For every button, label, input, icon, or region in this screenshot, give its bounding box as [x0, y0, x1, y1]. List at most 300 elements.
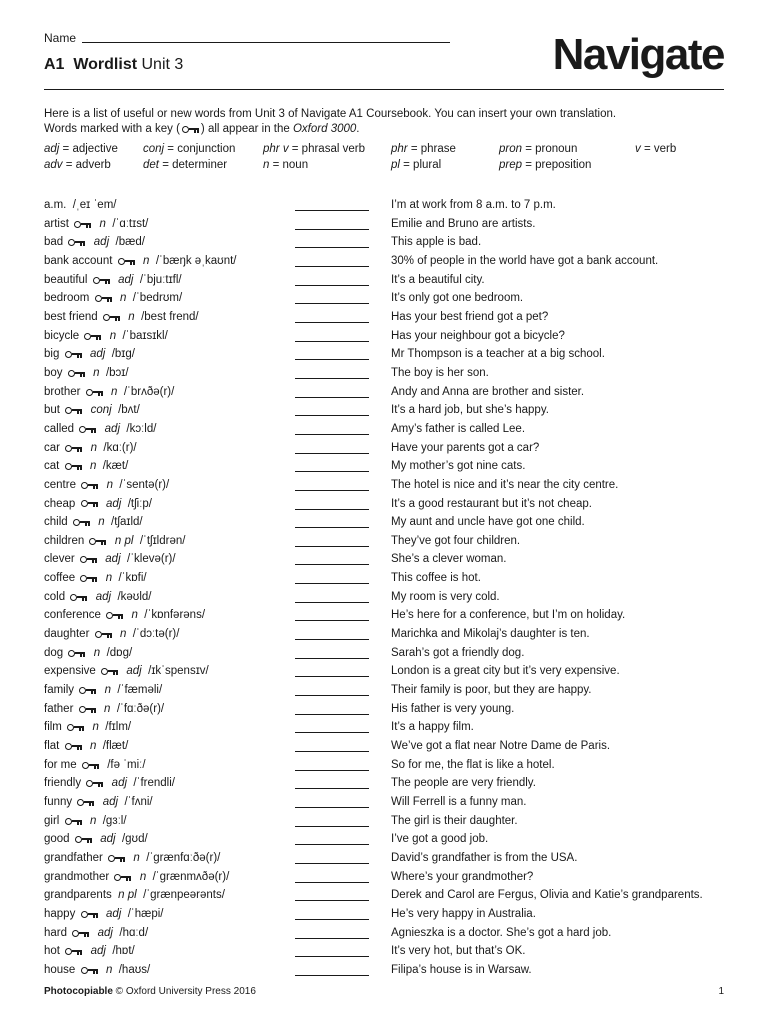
word-pos: n — [109, 329, 117, 342]
word-row — [44, 345, 734, 364]
word-pos: n — [139, 870, 147, 883]
translation-blank[interactable] — [295, 676, 369, 677]
example-sentence: Has your neighbour got a bicycle? — [391, 329, 565, 342]
word-ipa: /ˈfæməli/ — [117, 684, 163, 697]
word-term: grandmother — [44, 870, 110, 883]
word-pos: adj — [102, 796, 119, 808]
word-term: boy — [44, 366, 63, 379]
word-entry — [44, 196, 116, 215]
translation-blank[interactable] — [295, 527, 369, 528]
word-entry — [44, 606, 205, 625]
word-entry — [44, 793, 153, 812]
word-term: funny — [44, 796, 73, 808]
word-pos: adj — [95, 590, 112, 603]
word-row — [44, 196, 734, 215]
word-pos: adj — [97, 926, 113, 939]
word-pos: n — [89, 740, 97, 753]
word-ipa: /kɑː(r)/ — [103, 441, 137, 454]
translation-blank[interactable] — [295, 732, 369, 733]
word-entry — [44, 569, 147, 588]
word-pos: adj — [90, 945, 106, 958]
translation-blank[interactable] — [295, 639, 369, 640]
word-term: dog — [44, 646, 64, 659]
example-sentence: So for me, the flat is like a hotel. — [391, 758, 555, 771]
word-term: expensive — [44, 665, 96, 678]
word-term: cat — [44, 460, 60, 473]
word-pos: n — [111, 385, 118, 398]
translation-blank[interactable] — [295, 826, 369, 827]
intro-text-part: ) all appear in the — [200, 123, 293, 135]
example-sentence: Where’s your grandmother? — [391, 870, 534, 883]
word-ipa: /bɔɪ/ — [105, 366, 129, 379]
word-term: bank account — [44, 254, 113, 267]
level-label: A1 — [44, 56, 65, 73]
example-sentence: He’s here for a conference, but I’m on holiday. — [391, 609, 626, 622]
word-row — [44, 364, 734, 383]
translation-blank[interactable] — [295, 602, 369, 603]
translation-blank[interactable] — [295, 658, 369, 659]
word-term: friendly — [44, 777, 82, 790]
translation-blank[interactable] — [295, 919, 369, 920]
word-ipa: /fə ˈmiː/ — [107, 758, 146, 771]
key-icon — [68, 369, 85, 377]
word-entry — [44, 550, 176, 569]
word-row — [44, 252, 734, 271]
word-term: for me — [44, 758, 77, 771]
example-sentence: This coffee is hot. — [391, 572, 481, 585]
abbr-item: n = noun — [263, 159, 309, 171]
word-row — [44, 606, 734, 625]
example-sentence: The hotel is nice and it’s near the city centre. — [391, 478, 619, 491]
word-row — [44, 327, 734, 346]
word-pos: adj — [93, 236, 110, 249]
word-row — [44, 830, 734, 849]
word-pos: n — [93, 646, 101, 659]
intro-text-part: Words marked with a key ( — [44, 123, 180, 135]
word-row — [44, 308, 734, 327]
translation-blank[interactable] — [295, 415, 369, 416]
word-row — [44, 289, 734, 308]
word-row — [44, 961, 734, 980]
word-ipa: /ɡʊd/ — [121, 833, 148, 846]
key-icon — [80, 555, 97, 563]
example-sentence: Will Ferrell is a funny man. — [391, 796, 527, 808]
example-sentence: Marichka and Mikolaj’s daughter is ten. — [391, 628, 590, 641]
key-icon — [65, 406, 82, 414]
translation-blank[interactable] — [295, 341, 369, 342]
abbr-item: pron = pronoun — [499, 143, 578, 155]
word-term: child — [44, 516, 68, 529]
word-entry — [44, 756, 146, 775]
word-term: coffee — [44, 572, 76, 585]
word-entry — [44, 289, 182, 308]
word-list — [44, 196, 734, 980]
translation-blank[interactable] — [295, 509, 369, 510]
key-icon — [68, 649, 85, 657]
word-entry — [44, 233, 145, 252]
word-entry — [44, 868, 229, 887]
word-row — [44, 905, 734, 924]
word-ipa: /ˈfrendli/ — [133, 777, 175, 790]
word-ipa: /best frend/ — [141, 310, 199, 323]
word-entry — [44, 271, 182, 290]
word-pos: adj — [105, 907, 122, 920]
intro-line-1: Here is a list of useful or new words from Unit 3 of Navigate A1 Coursebook. You can insert your own translation. — [44, 108, 617, 120]
word-row — [44, 756, 734, 775]
word-ipa: /ˈtʃɪldrən/ — [139, 534, 186, 547]
translation-blank[interactable] — [295, 956, 369, 957]
example-sentence: I’ve got a good job. — [391, 833, 489, 846]
example-sentence: He’s very happy in Australia. — [391, 907, 536, 920]
key-icon — [74, 220, 91, 228]
word-row — [44, 588, 734, 607]
word-pos: adj — [100, 833, 116, 846]
abbr-item: adj = adjective — [44, 143, 118, 155]
word-term: hard — [44, 926, 68, 939]
word-row — [44, 383, 734, 402]
word-row — [44, 793, 734, 812]
example-sentence: 30% of people in the world have got a bank account. — [391, 254, 659, 267]
word-term: artist — [44, 217, 69, 230]
word-ipa: /ˈdɔːtə(r)/ — [132, 628, 180, 641]
word-ipa: /hɑːd/ — [119, 926, 149, 939]
example-sentence: David’s grandfather is from the USA. — [391, 851, 578, 864]
word-row — [44, 681, 734, 700]
translation-blank[interactable] — [295, 975, 369, 976]
key-icon — [93, 276, 110, 284]
word-entry — [44, 327, 168, 346]
translation-blank[interactable] — [295, 770, 369, 771]
translation-blank[interactable] — [295, 695, 369, 696]
word-ipa: /ˈbedrʊm/ — [132, 292, 183, 305]
word-term: flat — [44, 740, 60, 753]
word-term: daughter — [44, 628, 90, 641]
key-icon — [108, 854, 125, 862]
translation-blank[interactable] — [295, 620, 369, 621]
oxford-3000-label: Oxford 3000 — [292, 123, 357, 135]
example-sentence: Mr Thompson is a teacher at a big school. — [391, 348, 605, 361]
word-entry — [44, 681, 162, 700]
navigate-logo: Navigate — [552, 30, 724, 79]
word-entry — [44, 215, 148, 234]
word-entry — [44, 420, 156, 439]
word-term: children — [44, 534, 85, 547]
key-icon — [65, 350, 82, 358]
word-row — [44, 849, 734, 868]
word-ipa: /bæd/ — [115, 236, 145, 249]
translation-blank[interactable] — [295, 490, 369, 491]
example-sentence: The people are very friendly. — [391, 777, 536, 790]
word-entry — [44, 383, 174, 402]
translation-blank[interactable] — [295, 807, 369, 808]
translation-blank[interactable] — [295, 378, 369, 379]
word-entry — [44, 849, 220, 868]
example-sentence: My aunt and uncle have got one child. — [391, 516, 585, 529]
example-sentence: Emilie and Bruno are artists. — [391, 217, 536, 230]
photocopiable-label: Photocopiable — [44, 986, 113, 997]
key-icon — [84, 332, 101, 340]
word-pos: conj — [90, 404, 112, 417]
intro-text — [44, 107, 734, 137]
key-icon — [95, 630, 112, 638]
word-ipa: /fɪlm/ — [105, 721, 132, 734]
word-term: called — [44, 422, 75, 435]
word-row — [44, 886, 734, 905]
word-entry — [44, 625, 179, 644]
example-sentence: Andy and Anna are brother and sister. — [391, 385, 585, 398]
example-sentence: Have your parents got a car? — [391, 441, 540, 454]
key-icon — [103, 313, 120, 321]
abbr-item: conj = conjunction — [143, 143, 236, 155]
translation-blank[interactable] — [295, 583, 369, 584]
word-entry — [44, 924, 148, 943]
translation-blank[interactable] — [295, 882, 369, 883]
example-sentence: His father is very young. — [391, 702, 515, 715]
word-pos: n — [104, 684, 112, 697]
example-sentence: It’s very hot, but that’s OK. — [391, 945, 526, 958]
word-entry — [44, 830, 148, 849]
word-row — [44, 942, 734, 961]
word-entry — [44, 495, 152, 514]
word-pos: n — [105, 963, 113, 976]
word-pos: n — [119, 292, 127, 305]
example-sentence: We’ve got a flat near Notre Dame de Paris. — [391, 740, 611, 753]
word-ipa: /ˈbjuːtɪfl/ — [139, 273, 182, 286]
word-row — [44, 774, 734, 793]
translation-blank[interactable] — [295, 564, 369, 565]
word-ipa: /ˈbaɪsɪkl/ — [122, 329, 168, 342]
translation-blank[interactable] — [295, 788, 369, 789]
word-entry — [44, 886, 225, 905]
word-term: father — [44, 702, 74, 715]
key-icon — [80, 574, 97, 582]
translation-blank[interactable] — [295, 938, 369, 939]
word-term: best friend — [44, 310, 98, 323]
word-ipa: /ˌeɪ ˈem/ — [72, 199, 117, 211]
translation-blank[interactable] — [295, 210, 369, 211]
translation-blank[interactable] — [295, 303, 369, 304]
translation-blank[interactable] — [295, 714, 369, 715]
translation-blank[interactable] — [295, 397, 369, 398]
example-sentence: The boy is her son. — [391, 366, 489, 379]
word-entry — [44, 700, 164, 719]
example-sentence: My mother’s got nine cats. — [391, 460, 526, 473]
word-ipa: /ˈɡrænmʌðə(r)/ — [152, 870, 230, 883]
translation-blank[interactable] — [295, 266, 369, 267]
translation-blank[interactable] — [295, 844, 369, 845]
word-ipa: /bʌt/ — [118, 404, 140, 417]
example-sentence: It’s a good restaurant but it’s not cheap. — [391, 497, 592, 510]
key-icon — [65, 817, 82, 825]
word-entry — [44, 774, 175, 793]
word-row — [44, 644, 734, 663]
word-ipa: /ˈsentə(r)/ — [119, 478, 170, 491]
name-field — [44, 31, 454, 47]
word-term: good — [44, 833, 70, 846]
key-icon — [65, 947, 82, 955]
word-ipa: /haʊs/ — [118, 963, 151, 976]
example-sentence: Amy’s father is called Lee. — [391, 422, 526, 435]
word-row — [44, 569, 734, 588]
key-icon — [72, 929, 89, 937]
example-sentence: It’s a hard job, but she’s happy. — [391, 404, 549, 417]
example-sentence: Their family is poor, but they are happy. — [391, 684, 592, 697]
word-entry — [44, 961, 150, 980]
intro-text-part: . — [356, 123, 360, 135]
word-pos: n — [98, 516, 105, 529]
word-term: conference — [44, 609, 101, 622]
translation-blank[interactable] — [295, 751, 369, 752]
word-term: cold — [44, 590, 66, 603]
word-ipa: /tʃaɪld/ — [111, 516, 143, 529]
example-sentence: Has your best friend got a pet? — [391, 310, 549, 323]
word-row — [44, 401, 734, 420]
word-ipa: /ˈkɒfi/ — [118, 572, 147, 585]
key-icon — [79, 686, 96, 694]
word-pos: n pl — [118, 889, 137, 902]
key-icon — [65, 462, 82, 470]
word-entry — [44, 905, 163, 924]
example-sentence: Filipa’s house is in Warsaw. — [391, 963, 532, 976]
word-row — [44, 868, 734, 887]
abbr-item: prep = preposition — [499, 159, 592, 171]
intro-line-2 — [44, 122, 734, 137]
word-entry — [44, 457, 128, 476]
word-ipa: /ɡɜːl/ — [102, 814, 127, 827]
key-icon — [70, 593, 87, 601]
word-entry — [44, 737, 128, 756]
page-number: 1 — [718, 986, 724, 997]
translation-blank[interactable] — [295, 229, 369, 230]
translation-blank[interactable] — [295, 285, 369, 286]
key-icon — [73, 518, 90, 526]
key-icon — [67, 723, 84, 731]
word-entry — [44, 662, 209, 681]
copyright-text: © Oxford University Press 2016 — [112, 986, 256, 997]
abbr-item: phr = phrase — [391, 143, 456, 155]
word-ipa: /ˈfɑːðə(r)/ — [116, 702, 165, 715]
word-pos: adj — [104, 422, 121, 435]
word-pos: n — [133, 851, 140, 864]
word-pos: n — [89, 814, 97, 827]
word-term: cheap — [44, 497, 76, 510]
key-icon — [81, 966, 98, 974]
abbr-item: det = determiner — [143, 159, 228, 171]
word-term: family — [44, 684, 75, 697]
word-term: house — [44, 963, 76, 976]
word-row — [44, 924, 734, 943]
header-divider — [44, 89, 724, 90]
translation-blank[interactable] — [295, 434, 369, 435]
word-pos: adj — [105, 553, 121, 566]
word-pos: n — [93, 366, 100, 379]
abbr-item: adv = adverb — [44, 159, 111, 171]
word-row — [44, 271, 734, 290]
word-term: film — [44, 721, 62, 734]
key-icon — [79, 705, 96, 713]
key-icon — [77, 798, 94, 806]
translation-blank[interactable] — [295, 247, 369, 248]
translation-blank[interactable] — [295, 863, 369, 864]
word-ipa: /ˈkɒnfərəns/ — [144, 609, 206, 622]
word-ipa: /ˈɑːtɪst/ — [112, 217, 149, 230]
page-title — [44, 56, 183, 74]
word-entry — [44, 439, 137, 458]
word-row — [44, 550, 734, 569]
example-sentence: I’m at work from 8 a.m. to 7 p.m. — [391, 199, 556, 211]
word-row — [44, 718, 734, 737]
word-ipa: /ˈhæpi/ — [127, 907, 164, 920]
word-pos: n — [92, 721, 99, 734]
key-icon — [86, 779, 103, 787]
key-icon — [89, 537, 106, 545]
word-row — [44, 625, 734, 644]
word-ipa: /ˈklevə(r)/ — [127, 553, 176, 566]
word-ipa: /ˈɡrænfɑːðə(r)/ — [146, 851, 221, 864]
word-pos: n pl — [114, 534, 134, 547]
word-ipa: /dɒɡ/ — [106, 646, 133, 659]
word-row — [44, 457, 734, 476]
footer-copyright — [44, 986, 256, 997]
abbr-item: pl = plural — [391, 159, 442, 171]
key-icon — [75, 835, 92, 843]
example-sentence: She’s a clever woman. — [391, 553, 507, 566]
example-sentence: They’ve got four children. — [391, 534, 521, 547]
example-sentence: It’s only got one bedroom. — [391, 292, 524, 305]
example-sentence: It’s a happy film. — [391, 721, 474, 734]
word-row — [44, 513, 734, 532]
word-row — [44, 812, 734, 831]
word-term: bedroom — [44, 292, 90, 305]
key-icon — [81, 910, 98, 918]
key-icon — [101, 667, 118, 675]
word-ipa: /tʃiːp/ — [127, 497, 152, 510]
word-pos: n — [89, 460, 97, 473]
word-ipa: /ˈfʌni/ — [124, 796, 153, 808]
word-entry — [44, 588, 151, 607]
word-entry — [44, 718, 131, 737]
word-row — [44, 662, 734, 681]
word-ipa: /ˈbæŋk əˌkaʊnt/ — [155, 254, 237, 267]
example-sentence: My room is very cold. — [391, 590, 500, 603]
word-ipa: /kəʊld/ — [117, 590, 152, 603]
word-row — [44, 215, 734, 234]
word-entry — [44, 532, 185, 551]
translation-blank[interactable] — [295, 546, 369, 547]
translation-blank[interactable] — [295, 471, 369, 472]
word-row — [44, 700, 734, 719]
example-sentence: This apple is bad. — [391, 236, 482, 249]
word-term: a.m. — [44, 199, 67, 211]
word-pos: adj — [126, 665, 142, 678]
translation-blank[interactable] — [295, 359, 369, 360]
abbreviations-legend — [44, 142, 734, 174]
word-entry — [44, 812, 127, 831]
translation-blank[interactable] — [295, 900, 369, 901]
translation-blank[interactable] — [295, 322, 369, 323]
word-term: happy — [44, 907, 76, 920]
example-sentence: London is a great city but it’s very expensive. — [391, 665, 620, 678]
abbr-item: phr v = phrasal verb — [263, 143, 365, 155]
word-row — [44, 737, 734, 756]
word-ipa: /kæt/ — [102, 460, 129, 473]
example-sentence: Sarah’s got a friendly dog. — [391, 646, 525, 659]
word-pos: n — [143, 254, 150, 267]
word-term: girl — [44, 814, 60, 827]
word-term: bicycle — [44, 329, 80, 342]
word-entry — [44, 513, 143, 532]
translation-blank[interactable] — [295, 453, 369, 454]
